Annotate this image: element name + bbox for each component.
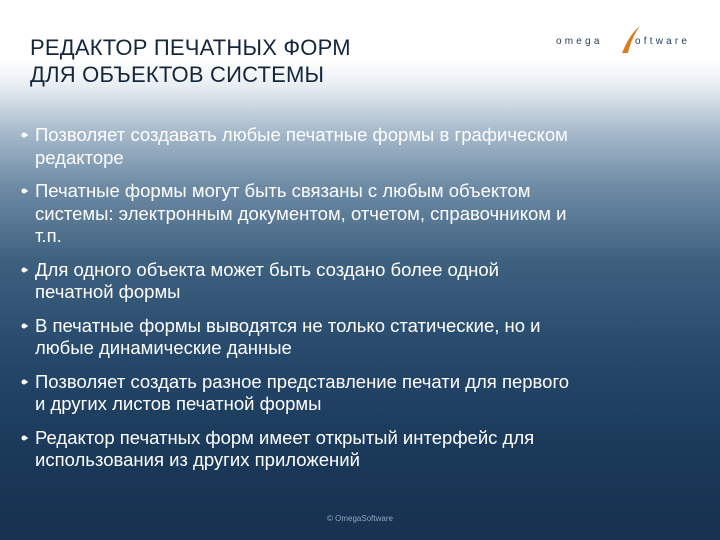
bullet-item (0, 371, 685, 416)
bullet-line: Для одного объекта может быть создано более одной (35, 258, 500, 280)
title-line-2: ДЛЯ ОБЪЕКТОВ СИСТЕМЫ (30, 62, 325, 87)
bullet-item (0, 124, 685, 169)
bullet-marker-icon (20, 131, 28, 139)
bullet-item (0, 315, 685, 360)
bullet-item (0, 427, 685, 472)
bullet-marker-icon (20, 187, 28, 195)
bullet-line: В печатные формы выводятся не только статические, но и (35, 314, 541, 336)
bullet-line: печатной формы (35, 281, 181, 302)
bullet-line: т.п. (35, 225, 62, 246)
bullet-line: Редактор печатных форм имеет открытый интерфейс для (35, 426, 535, 448)
footer-copyright: © OmegaSoftware (327, 514, 393, 523)
bullet-line: редакторе (35, 146, 124, 168)
bullet-line: Позволяет создать разное представление печати для первого (35, 370, 570, 392)
bullet-marker-icon (20, 266, 28, 274)
bullet-marker-icon (20, 434, 28, 442)
bullet-marker-icon (20, 378, 28, 386)
bullet-marker-icon (20, 322, 28, 330)
bullet-line: Печатные формы могут быть связаны с любым объектом (35, 180, 531, 201)
bullet-line: системы: электронным документом, отчетом, справочником и (35, 202, 567, 224)
bullet-list (0, 124, 720, 472)
omega-software-logo (556, 22, 696, 56)
bullet-line: любые динамические данные (35, 337, 292, 358)
bullet-item (0, 259, 685, 304)
title-line-1: РЕДАКТОР ПЕЧАТНЫХ ФОРМ (30, 35, 351, 60)
bullet-line: использования из других приложений (35, 449, 360, 470)
slide-title (30, 34, 510, 88)
logo-text-left: omega (556, 36, 603, 47)
bullet-line: Позволяет создавать любые печатные формы в графическом (35, 124, 568, 145)
logo-text-right: oftware (635, 36, 691, 47)
bullet-line: и других листов печатной формы (35, 393, 322, 414)
bullet-item (0, 180, 685, 248)
